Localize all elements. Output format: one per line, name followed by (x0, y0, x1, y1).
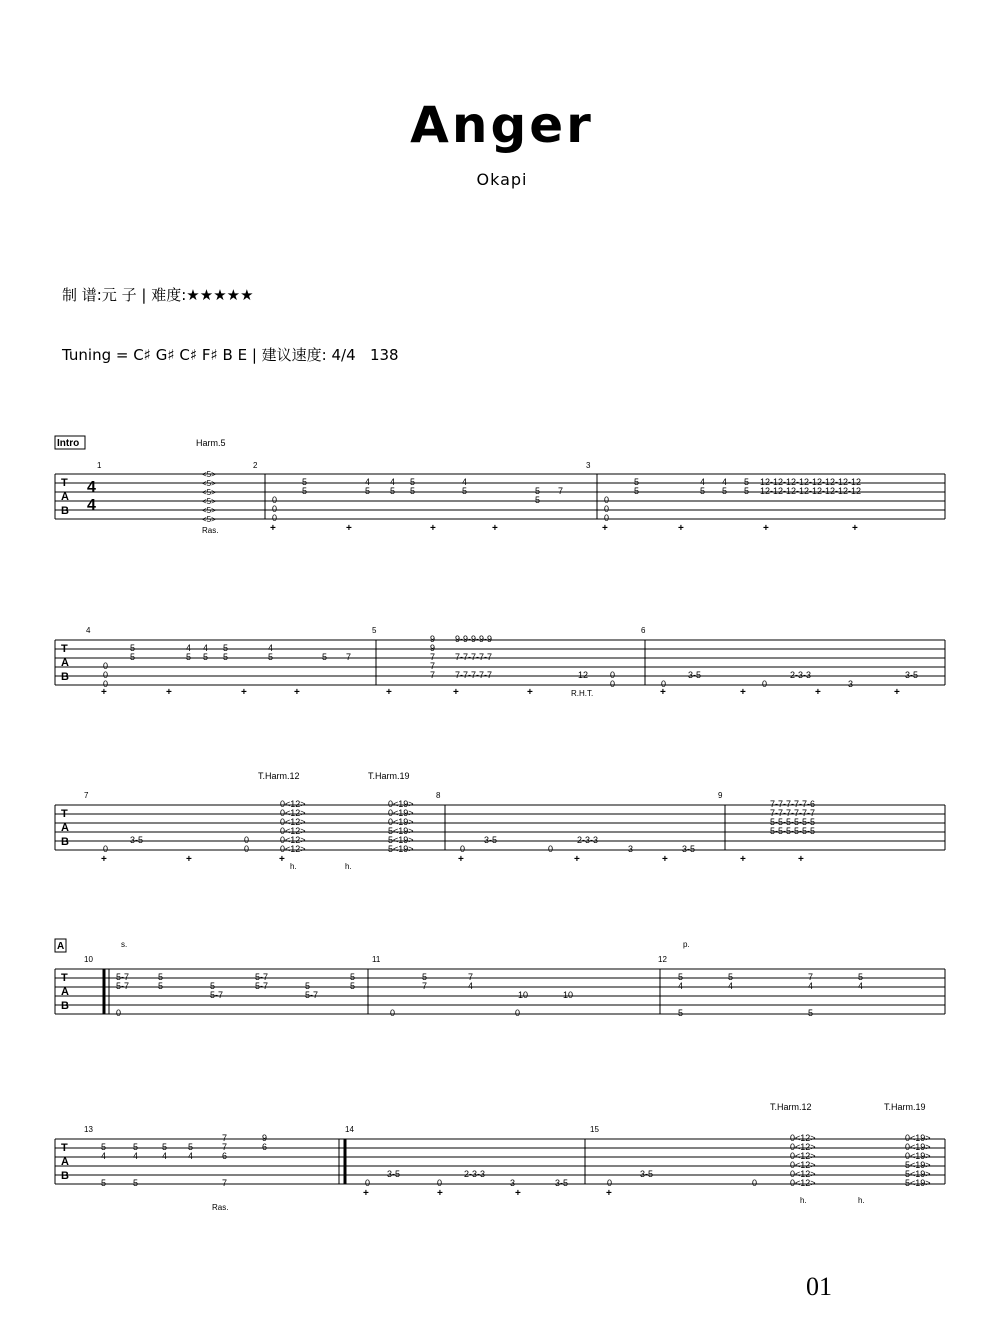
svg-text:5-7: 5-7 (116, 981, 130, 991)
svg-text:4: 4 (858, 981, 864, 991)
svg-text:5: 5 (722, 486, 728, 496)
tab-clef-t: T (61, 972, 68, 984)
svg-text:5: 5 (188, 1142, 194, 1152)
svg-text:+: + (346, 523, 352, 534)
tab-clef-a: A (61, 822, 69, 834)
svg-text:0: 0 (437, 1178, 443, 1188)
svg-text:+: + (852, 523, 858, 534)
svg-text:0<12>: 0<12> (280, 826, 306, 836)
svg-text:+: + (430, 523, 436, 534)
svg-text:+: + (894, 687, 900, 698)
tab-clef-a: A (61, 986, 69, 998)
svg-text:4: 4 (268, 643, 274, 653)
tab-clef-t: T (61, 808, 68, 820)
svg-text:5: 5 (535, 486, 541, 496)
svg-text:+: + (386, 687, 392, 698)
svg-text:3-5: 3-5 (555, 1178, 569, 1188)
measure-number: 2 (253, 461, 258, 470)
svg-text:7: 7 (422, 981, 428, 991)
svg-text:7: 7 (222, 1133, 228, 1143)
rasgueado-label: Ras. (212, 1203, 229, 1212)
svg-text:4: 4 (162, 1151, 168, 1161)
tab-clef-t: T (61, 643, 68, 655)
harmonic-notes (202, 470, 216, 524)
svg-text:0<12>: 0<12> (790, 1169, 816, 1179)
measure-number: 5 (372, 626, 377, 635)
svg-text:0: 0 (103, 661, 109, 671)
svg-text:4: 4 (678, 981, 684, 991)
svg-text:4: 4 (808, 981, 814, 991)
svg-text:0<19>: 0<19> (388, 799, 414, 809)
svg-text:5: 5 (678, 1008, 684, 1018)
svg-text:3-5: 3-5 (387, 1169, 401, 1179)
separator: | (141, 286, 147, 304)
svg-text:4: 4 (462, 477, 468, 487)
svg-text:0<12>: 0<12> (280, 808, 306, 818)
tab-clef-a: A (61, 491, 69, 503)
svg-text:5: 5 (223, 643, 229, 653)
tab-system-3 (0, 765, 1004, 875)
svg-text:3-5: 3-5 (688, 670, 702, 680)
tab-clef-a: A (61, 657, 69, 669)
svg-text:+: + (166, 687, 172, 698)
separator: | (251, 346, 257, 364)
svg-text:4: 4 (87, 497, 96, 514)
svg-text:5-7: 5-7 (305, 990, 319, 1000)
svg-text:5: 5 (422, 972, 428, 982)
svg-text:+: + (294, 687, 300, 698)
svg-text:7: 7 (430, 661, 436, 671)
fret-numbers (272, 477, 861, 523)
fret-numbers (101, 1133, 931, 1188)
svg-text:5<19>: 5<19> (388, 844, 414, 854)
fret-numbers (103, 634, 918, 689)
tharm12-label: T.Harm.12 (258, 771, 300, 781)
svg-text:7-7-7-7-7: 7-7-7-7-7 (455, 670, 493, 680)
time-signature: 4/4 (331, 346, 356, 364)
svg-text:+: + (606, 1188, 612, 1199)
svg-text:0<12>: 0<12> (280, 817, 306, 827)
svg-text:+: + (458, 854, 464, 865)
svg-text:4: 4 (87, 479, 96, 496)
svg-text:5<19>: 5<19> (905, 1178, 931, 1188)
svg-text:5: 5 (350, 981, 356, 991)
svg-text:4: 4 (186, 643, 192, 653)
svg-text:<5>: <5> (202, 497, 216, 506)
svg-text:<5>: <5> (202, 488, 216, 497)
tab-system-5 (0, 1095, 1004, 1220)
measure-number: 12 (658, 955, 667, 964)
svg-text:5: 5 (186, 652, 192, 662)
svg-text:5: 5 (158, 972, 164, 982)
svg-text:5: 5 (322, 652, 328, 662)
svg-text:5: 5 (223, 652, 229, 662)
svg-text:0: 0 (762, 679, 768, 689)
svg-text:5: 5 (133, 1178, 139, 1188)
svg-text:3-5: 3-5 (130, 835, 144, 845)
difficulty-label: 难度: (151, 286, 187, 304)
svg-text:+: + (101, 687, 107, 698)
svg-text:<5>: <5> (202, 515, 216, 524)
svg-text:0<12>: 0<12> (280, 844, 306, 854)
hammer-label: h. (345, 862, 352, 871)
svg-text:5: 5 (130, 652, 136, 662)
svg-text:2-3-3: 2-3-3 (464, 1169, 486, 1179)
svg-text:5: 5 (808, 1008, 814, 1018)
measure-number: 4 (86, 626, 91, 635)
svg-text:7: 7 (808, 972, 814, 982)
svg-text:5: 5 (634, 477, 640, 487)
svg-text:0<12>: 0<12> (790, 1178, 816, 1188)
tuning-value: C♯ G♯ C♯ F♯ B E (133, 346, 248, 364)
svg-text:0: 0 (103, 844, 109, 854)
svg-text:5<19>: 5<19> (905, 1169, 931, 1179)
svg-text:+: + (740, 687, 746, 698)
svg-text:0<12>: 0<12> (280, 835, 306, 845)
svg-text:+: + (437, 1188, 443, 1199)
svg-text:+: + (186, 854, 192, 865)
svg-text:3: 3 (848, 679, 854, 689)
svg-text:9: 9 (430, 634, 436, 644)
svg-text:0: 0 (604, 504, 610, 514)
svg-text:<5>: <5> (202, 479, 216, 488)
svg-text:+: + (763, 523, 769, 534)
hammer-label: h. (800, 1196, 807, 1205)
svg-text:+: + (515, 1188, 521, 1199)
arranger-line (62, 284, 254, 305)
measure-number: 7 (84, 791, 89, 800)
svg-text:3-5: 3-5 (905, 670, 919, 680)
svg-text:9: 9 (262, 1133, 268, 1143)
tharm19-label: T.Harm.19 (368, 771, 410, 781)
svg-text:0: 0 (103, 670, 109, 680)
svg-text:9-9-9-9-9: 9-9-9-9-9 (455, 634, 493, 644)
section-a-label: A (57, 941, 65, 952)
svg-text:<5>: <5> (202, 506, 216, 515)
svg-text:12: 12 (578, 670, 589, 680)
svg-text:5: 5 (728, 972, 734, 982)
svg-text:5: 5 (410, 477, 416, 487)
svg-text:0: 0 (604, 495, 610, 505)
tab-system-1 (0, 430, 1004, 540)
svg-text:+: + (662, 854, 668, 865)
svg-text:5: 5 (744, 477, 750, 487)
svg-text:5: 5 (410, 486, 416, 496)
svg-text:+: + (602, 523, 608, 534)
svg-text:0<12>: 0<12> (790, 1160, 816, 1170)
svg-text:5: 5 (101, 1178, 107, 1188)
svg-text:+: + (740, 854, 746, 865)
svg-text:5<19>: 5<19> (388, 835, 414, 845)
tab-clef-b: B (61, 836, 69, 848)
svg-text:9: 9 (430, 643, 436, 653)
measure-number: 11 (372, 955, 381, 964)
rht-label: R.H.T. (571, 689, 594, 698)
svg-text:0: 0 (272, 504, 278, 514)
measure-number: 13 (84, 1125, 93, 1134)
measure-number: 10 (84, 955, 93, 964)
svg-text:+: + (279, 854, 285, 865)
svg-text:4: 4 (133, 1151, 139, 1161)
tab-clef-b: B (61, 505, 69, 517)
svg-text:4: 4 (203, 643, 209, 653)
svg-text:0: 0 (604, 513, 610, 523)
svg-text:5: 5 (462, 486, 468, 496)
svg-text:0: 0 (272, 495, 278, 505)
svg-text:0: 0 (607, 1178, 613, 1188)
svg-text:10: 10 (563, 990, 574, 1000)
svg-text:0: 0 (244, 835, 250, 845)
svg-text:3-5: 3-5 (484, 835, 498, 845)
page-number: 01 (806, 1272, 832, 1301)
svg-text:12-12-12-12-12-12-12-12: 12-12-12-12-12-12-12-12 (760, 477, 862, 487)
pulloff-label: p. (683, 940, 690, 949)
svg-text:5: 5 (302, 486, 308, 496)
svg-text:3-5: 3-5 (640, 1169, 654, 1179)
svg-text:+: + (798, 854, 804, 865)
measure-number: 14 (345, 1125, 354, 1134)
difficulty-stars: ★★★★★ (186, 286, 254, 304)
svg-text:0<19>: 0<19> (388, 817, 414, 827)
svg-text:6: 6 (222, 1151, 228, 1161)
svg-text:4: 4 (728, 981, 734, 991)
svg-text:+: + (453, 687, 459, 698)
svg-text:6: 6 (262, 1142, 268, 1152)
svg-text:4: 4 (365, 477, 371, 487)
svg-text:0: 0 (103, 679, 109, 689)
svg-text:5: 5 (130, 643, 136, 653)
svg-text:7: 7 (468, 972, 474, 982)
tuning-line (62, 344, 399, 365)
svg-text:0<19>: 0<19> (905, 1151, 931, 1161)
fret-numbers (103, 799, 815, 854)
svg-text:4: 4 (188, 1151, 194, 1161)
svg-text:10: 10 (518, 990, 529, 1000)
svg-text:7: 7 (430, 652, 436, 662)
svg-text:4: 4 (468, 981, 474, 991)
svg-text:0<12>: 0<12> (280, 799, 306, 809)
svg-text:5: 5 (700, 486, 706, 496)
svg-text:0: 0 (610, 670, 616, 680)
svg-text:0: 0 (610, 679, 616, 689)
svg-text:0: 0 (515, 1008, 521, 1018)
svg-text:3: 3 (510, 1178, 516, 1188)
tab-clef-t: T (61, 1142, 68, 1154)
tab-clef-a: A (61, 1156, 69, 1168)
svg-text:0: 0 (661, 679, 667, 689)
svg-text:4: 4 (700, 477, 706, 487)
svg-text:0<12>: 0<12> (790, 1151, 816, 1161)
svg-text:+: + (574, 854, 580, 865)
svg-text:5: 5 (678, 972, 684, 982)
song-title: Anger (410, 96, 594, 154)
svg-text:5: 5 (203, 652, 209, 662)
slide-label: s. (121, 940, 128, 949)
svg-text:<5>: <5> (202, 470, 216, 479)
svg-text:+: + (660, 687, 666, 698)
svg-text:2-3-3: 2-3-3 (577, 835, 599, 845)
svg-text:7: 7 (222, 1178, 228, 1188)
svg-text:5: 5 (858, 972, 864, 982)
svg-text:7-7-7-7-7-7: 7-7-7-7-7-7 (770, 808, 816, 818)
svg-text:0<19>: 0<19> (905, 1142, 931, 1152)
svg-text:5: 5 (268, 652, 274, 662)
svg-text:5-7: 5-7 (255, 981, 269, 991)
tempo-value: 138 (369, 346, 399, 364)
svg-text:0<19>: 0<19> (905, 1133, 931, 1143)
svg-text:0<12>: 0<12> (790, 1142, 816, 1152)
harmonic-label: Harm.5 (196, 438, 226, 448)
svg-text:5: 5 (162, 1142, 168, 1152)
svg-text:5: 5 (390, 486, 396, 496)
svg-text:4: 4 (390, 477, 396, 487)
svg-text:5-5-5-5-5-5: 5-5-5-5-5-5 (770, 817, 816, 827)
svg-text:5: 5 (302, 477, 308, 487)
svg-text:+: + (270, 523, 276, 534)
svg-text:5: 5 (634, 486, 640, 496)
svg-text:0: 0 (272, 513, 278, 523)
svg-text:7: 7 (430, 670, 436, 680)
svg-text:0: 0 (390, 1008, 396, 1018)
svg-text:5: 5 (158, 981, 164, 991)
svg-text:7: 7 (222, 1142, 228, 1152)
svg-text:12-12-12-12-12-12-12-12: 12-12-12-12-12-12-12-12 (760, 486, 862, 496)
svg-text:5: 5 (365, 486, 371, 496)
svg-text:+: + (527, 687, 533, 698)
measure-number: 3 (586, 461, 591, 470)
svg-text:+: + (492, 523, 498, 534)
hammer-label: h. (858, 1196, 865, 1205)
measure-number: 8 (436, 791, 441, 800)
svg-text:0: 0 (460, 844, 466, 854)
svg-text:0: 0 (116, 1008, 122, 1018)
svg-text:0<12>: 0<12> (790, 1133, 816, 1143)
svg-text:5: 5 (101, 1142, 107, 1152)
tempo-label: 建议速度: (261, 346, 327, 364)
tharm19-label: T.Harm.19 (884, 1102, 926, 1112)
svg-text:5-7: 5-7 (116, 972, 130, 982)
svg-text:7: 7 (558, 486, 564, 496)
tab-clef-b: B (61, 1170, 69, 1182)
svg-text:5: 5 (535, 495, 541, 505)
svg-text:3-5: 3-5 (682, 844, 696, 854)
svg-text:0: 0 (365, 1178, 371, 1188)
measure-number: 1 (97, 461, 102, 470)
svg-text:+: + (363, 1188, 369, 1199)
intro-label: Intro (57, 438, 80, 449)
tab-clef-b: B (61, 671, 69, 683)
arranger-value: 元 子 (101, 286, 137, 304)
svg-text:0: 0 (548, 844, 554, 854)
svg-text:0: 0 (752, 1178, 758, 1188)
measure-number: 6 (641, 626, 646, 635)
svg-text:4: 4 (722, 477, 728, 487)
svg-text:7-7-7-7-7-6: 7-7-7-7-7-6 (770, 799, 816, 809)
measure-number: 9 (718, 791, 723, 800)
svg-text:7: 7 (346, 652, 352, 662)
svg-text:5: 5 (305, 981, 311, 991)
svg-text:5: 5 (210, 981, 216, 991)
tab-clef-t: T (61, 477, 68, 489)
svg-text:4: 4 (101, 1151, 107, 1161)
arranger-label: 制 谱: (62, 286, 102, 304)
tab-system-2 (0, 600, 1004, 700)
svg-text:5-7: 5-7 (255, 972, 269, 982)
svg-text:+: + (241, 687, 247, 698)
svg-text:+: + (101, 854, 107, 865)
tharm12-label: T.Harm.12 (770, 1102, 812, 1112)
svg-text:7-7-7-7-7: 7-7-7-7-7 (455, 652, 493, 662)
svg-text:5: 5 (350, 972, 356, 982)
tuning-label: Tuning = (62, 346, 134, 364)
tab-clef-b: B (61, 1000, 69, 1012)
svg-text:+: + (678, 523, 684, 534)
artist-name: Okapi (476, 170, 528, 189)
svg-text:5-5-5-5-5-5: 5-5-5-5-5-5 (770, 826, 816, 836)
hammer-label: h. (290, 862, 297, 871)
svg-text:5<19>: 5<19> (905, 1160, 931, 1170)
svg-text:0<19>: 0<19> (388, 808, 414, 818)
svg-text:+: + (815, 687, 821, 698)
svg-text:5: 5 (744, 486, 750, 496)
svg-text:5<19>: 5<19> (388, 826, 414, 836)
fret-numbers (116, 972, 863, 1018)
svg-text:5-7: 5-7 (210, 990, 224, 1000)
rasgueado-label: Ras. (202, 526, 219, 535)
svg-text:3: 3 (628, 844, 634, 854)
measure-number: 15 (590, 1125, 599, 1134)
tab-system-4 (0, 935, 1004, 1045)
svg-text:2-3-3: 2-3-3 (790, 670, 812, 680)
svg-text:5: 5 (133, 1142, 139, 1152)
svg-text:0: 0 (244, 844, 250, 854)
